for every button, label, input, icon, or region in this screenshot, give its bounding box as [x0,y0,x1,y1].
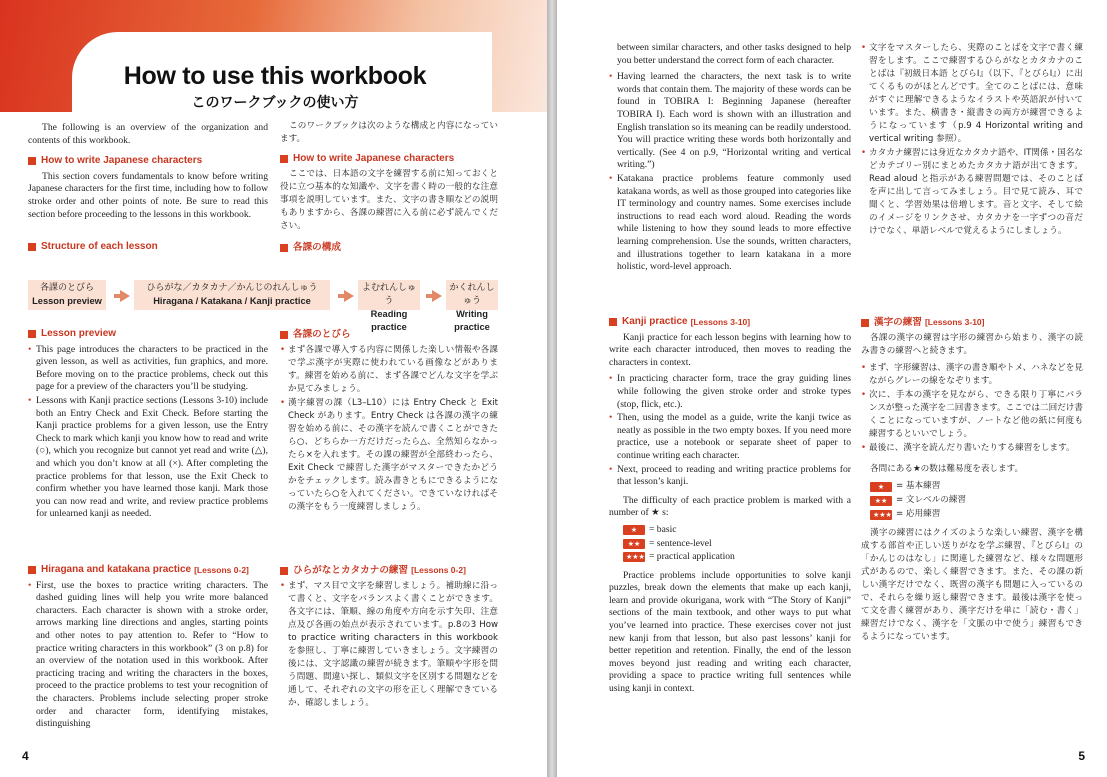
right-top-ja [861,42,1083,239]
flow-step: 各課のとびら Lesson preview [28,280,106,310]
star-badge-icon: ★★★ [870,510,892,520]
square-bullet-icon [28,243,36,251]
section-heading: How to write Japanese characters [28,155,268,168]
intro-ja: このワークブックは次のような構成と内容になっています。 [280,121,498,144]
flow-step: ひらがな／カタカナ／かんじのれんしゅう Hiragana / Katakana / Kanji practice [134,280,330,310]
list-item: • カタカナ練習には身近なカタカナ語や、IT関係・国名などカテゴリー別にまとめたカタカナ語が出てきます。Read aloud と指示がある練習問題では、そのことばを声に出して言ってみましょう。目で見て読み、耳で聞くと、学習効果は倍増します。音と文字、そして絵のイメージをリンクさせ、カタカナを一字ずつの音だけでなく、単語レベルで覚えるようにしましょう。 [861,147,1083,238]
list-item: • This page introduces the characters to be practiced in the given lesson, as well as activities, fun graphics, and more. Before moving on to the practice problems, check out this page for a preview of the characters you’ll be studying. [28,344,268,394]
list-item: • まず、字形練習は、漢字の書き順やトメ、ハネなどを見ながらグレーの線をなぞります。 [861,362,1083,388]
left-column-en [28,122,268,257]
sec1-body-ja: ここでは、日本語の文字を練習する前に知っておくと役に立つ基本的な知識や、文字を書く時の一般的な注意事項を説明しています。また、文字の書き順などの説明もありますから、各課の練習に入る前に必ず読んでください。 [280,169,498,231]
section-heading-ja: ひらがなとカタカナの練習 [Lessons 0-2] [280,564,498,577]
list-item: • In practicing character form, trace the gray guiding lines while following the given stroke order and stroke types (stop, flick, etc.). [609,373,851,411]
square-bullet-icon [280,567,288,575]
page-title-ja: このワークブックの使い方 [191,95,359,111]
list-item: • 漢字練習の課（L3–L10）には Entry Check と Exit Check があります。Entry Check は各課の漢字の練習を始める前に、その漢字を読んで書くことができたら○、どちらか一方だけだったら△、全然知らなかったら×を入れます。その課の練習が全部終わったら、Exit Check で練習した漢字がマスターできたかどうかをチェックします。読み書きともにできるようになっていたら○を入れてください。できていなければその漢字をもう一度練習しましょう。 [280,397,498,514]
arrow-right-icon [432,290,442,302]
section-heading-ja: 各課の構成 [280,241,498,254]
arrow-right-icon [120,290,130,302]
difficulty-level: ★★★ = 応用練習 [870,508,1083,521]
section-heading: Kanji practice [Lessons 3-10] [609,316,851,329]
section-heading-ja: 漢字の練習 [Lessons 3-10] [861,316,1083,329]
flow-step: よむれんしゅう Reading practice [358,280,420,310]
star-badge-icon: ★★ [623,539,645,549]
sec1-body-en: This section covers fundamentals to know before writing Japanese characters for the first time, including how to follow stroke order and other points of note. Be sure to read this section before proceeding to the lessons in this workbook. [28,170,268,220]
kanji-practice-ja: 漢字の練習 [Lessons 3-10] 各課の漢字の練習は字形の練習から始まり、漢字の読み書きの練習へと続きます。 • まず、字形練習は、漢字の書き順やトメ、ハネなどを見ながらグレーの線をなぞります。 • 次に、手本の漢字を見ながら、できる限り丁寧にバランスが整った漢字を二回書きます。ここでは二回だけ書くことになっていますが、ノートなど他の紙に何度も練習するといいでしょう。 • 最後に、漢字を読んだり書いたりする練習をします。 各問にある★の数は難易度を表します。 ★ = 基本練習 ★★ = 文レベルの練習 ★★★ = 応用練習 漢字の練習にはクイズのような楽しい練習、漢字を構成する部首や正しい送りがなを学ぶ練習、『とびらⅠ』の「かんじのはなし」に関連した練習など、様々な問題形式があるので、楽しく練習できます。また、その課の新しい漢字だけでなく、既習の漢字も問題に入っているので、それらを繰り返し練習できます。最後は漢字を使って文を書く練習があり、漢字だけを単に「読む・書く」練習だけでなく、漢字を「文脈の中で使う」練習もできるようになっています。 [861,310,1083,648]
list-item: • First, use the boxes to practice writing characters. The dashed guiding lines will help you write more balanced characters. Each character is shown with a stroke order, arrows marking line directions and angles, starting points and other notes to pay attention to. Refer to “How to practice writing characters in this workbook” (3 on p.8) for an overview of the notation used in this workbook. After practicing tracing and writing the characters in the boxes, proceed to the practice problems to test your recognition of the characters. Problems include selecting proper stroke order and character form, identifying mistakes, distinguishing [28,580,268,731]
left-page [0,0,547,777]
list-item: • まず、マス目で文字を練習しましょう。補助線に沿って書くと、文字をバランスよく書くことができます。各文字には、筆順、線の角度や方向を示す矢印、注意点及び各画の始点が表示されています。p.8の3 How to practice writing characters in this workbook を参照し、丁寧に練習していきましょう。文字練習の後には、文字認識の練習が続きます。筆順や字形を問う問題、間違い探し、類似文字を区別する問題などを通して、それぞれの文字の形を正しく理解できているか、確認しましょう。 [280,580,498,710]
list-item: • 次に、手本の漢字を見ながら、できる限り丁寧にバランスが整った漢字を二回書きます。ここでは二回だけ書くことになっていますが、ノートなど他の紙に何度も練習するといいでしょう。 [861,389,1083,441]
list-item: • 最後に、漢字を読んだり書いたりする練習をします。 [861,442,1083,455]
section-heading-ja: 各課のとびら [280,328,498,341]
list-item: • 文字をマスターしたら、実際のことばを文字で書く練習をします。ここで練習するひらがなとカタカナのことばは『初級日本語 とびらⅠ』（以下、『とびらⅠ』）に出てくるものがほとんどです。全てのことばには、意味がすぐに理解できるようなイラストや英語訳が付いています。また、横書き・縦書きの両方が練習できるようになっています（p.9 4 Horizontal writing and vertical writing 参照）。 [861,42,1083,146]
lesson-preview-en [28,322,268,522]
lesson-preview-ja [280,322,498,515]
difficulty-level: ★ = basic [623,524,851,537]
continued-text: between similar characters, and other tasks designed to help you better understand the correct form of each character. [617,42,851,66]
section-heading-ja: How to write Japanese characters [280,152,498,165]
kanji-practice-en: Kanji practice [Lessons 3-10] Kanji practice for each lesson begins with learning how to write each character introduced, then moves to reading the characters in context. • In practicing character form, trace the gray guiding lines while following the given stroke order and stroke types (stop, flick, etc.). • Then, using the model as a guide, write the kanji twice as neatly as possible in the two empty boxes. If you need more practice, use a notebook or separate sheet of paper to continue writing each character. • Next, proceed to reading and writing practice problems for that lesson’s kanji. The difficulty of each practice problem is marked with a number of ★ s: ★ = basic ★★ = sentence-level ★★★ = practical application Practice problems include opportunities to solve kanji puzzles, break down the elements that make up each kanji, learn and provide okurigana, work with “The Story of Kanji” sections of the main textbook, and other ways to put what you’ve learned into practice. These exercises cover not just new kanji from that lesson, but also past lessons’ kanji for better repetition and retention. Finally, the end of the lesson moves beyond just reading and writing each character, providing a space to practice writing full sentences while using kanji in context. [609,310,851,700]
section-heading: Hiragana and katakana practice [Lessons 0-2] [28,564,268,577]
right-page [557,0,1107,777]
page-number: 4 [22,749,29,763]
kana-practice-ja [280,558,498,711]
difficulty-level: ★★ = 文レベルの練習 [870,494,1083,507]
difficulty-level: ★★ = sentence-level [623,538,851,551]
star-badge-icon: ★★★ [623,552,645,562]
list-item: • まず各課で導入する内容に関係した楽しい情報や各課で学ぶ漢字が実際に使われている画像などがあります。練習を始める前に、まず各課でどんな文字を学ぶか見てみましょう。 [280,344,498,396]
list-item: • Then, using the model as a guide, write the kanji twice as neatly as possible in the two empty boxes. If you need more practice, use a notebook or separate sheet of paper to continue writing each character. [609,412,851,462]
page-title: How to use this workbook [123,62,427,90]
lesson-structure-flow [28,280,498,332]
square-bullet-icon [28,157,36,165]
book-gutter [547,0,557,777]
square-bullet-icon [280,331,288,339]
square-bullet-icon [280,244,288,252]
star-badge-icon: ★ [623,525,645,535]
square-bullet-icon [609,318,617,326]
right-top-en [609,42,851,275]
list-item: • Having learned the characters, the next task is to write words that contain them. The majority of these words can be found in TOBIRA I: Beginning Japanese (hereafter TOBIRA I). Each word is shown with an illustration and English translation so its meaning can be readily understood. You will practice writing these words both horizontally and vertically. (See 4 on p.9, “Horizontal writing and vertical writing.”) [609,71,851,172]
square-bullet-icon [861,319,869,327]
left-column-ja [280,120,498,257]
arrow-right-icon [344,290,354,302]
intro-en: The following is an overview of the organization and contents of this workbook. [28,122,268,146]
square-bullet-icon [280,155,288,163]
section-heading: Structure of each lesson [28,241,268,254]
star-badge-icon: ★★ [870,496,892,506]
list-item: • Katakana practice problems feature commonly used katakana words, as well as those grouped into categories like IT terminology and country names. Some exercises include instructions to read each word aloud. Reading the words while listening to how they sound leads to more effective learning comprehension. Use the sounds, written characters, and illustrations together to learn katakana in a more holistic, word-level approach. [609,173,851,274]
difficulty-level: ★★★ = practical application [623,551,851,564]
difficulty-legend [609,524,851,564]
list-item: • Next, proceed to reading and writing practice problems for that lesson’s kanji. [609,464,851,489]
section-heading: Lesson preview [28,328,268,341]
star-badge-icon: ★ [870,482,892,492]
kana-practice-en [28,558,268,732]
square-bullet-icon [28,330,36,338]
difficulty-legend-ja [861,480,1083,521]
page-number: 5 [1078,749,1085,763]
difficulty-level: ★ = 基本練習 [870,480,1083,493]
flow-step: かくれんしゅう Writing practice [446,280,498,310]
list-item: • Lessons with Kanji practice sections (Lessons 3-10) include both an Entry Check and Exit Check. Before starting the Kanji practice problems for a given lesson, use the Entry Check to mark which kanji you know how to read and write (○), which you recognize but cannot yet read and write (△), and which you don’t know at all (×). After completing the practice problems for that lesson, use the Exit Check to confirm whether you have learned those kanji. Mark those you can now read and write, and review practice problems for unlearned kanji as needed. [28,395,268,521]
square-bullet-icon [28,566,36,574]
